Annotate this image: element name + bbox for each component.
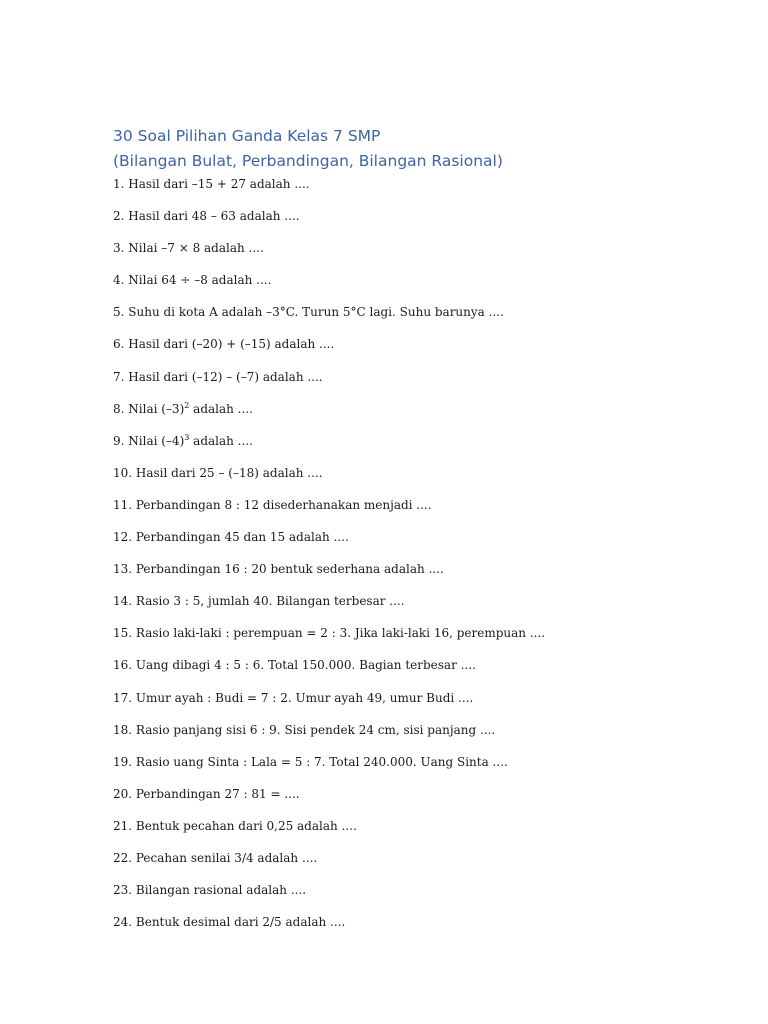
question-item <box>113 753 545 785</box>
question-text: 10. Hasil dari 25 – (–18) adalah .... <box>113 465 323 480</box>
question-item <box>113 207 545 239</box>
question-text: 21. Bentuk pecahan dari 0,25 adalah .... <box>113 818 357 833</box>
question-item <box>113 368 545 400</box>
question-item <box>113 335 545 367</box>
question-text: 18. Rasio panjang sisi 6 : 9. Sisi pendek 24 cm, sisi panjang .... <box>113 722 496 737</box>
question-text-after: adalah .... <box>189 401 253 416</box>
question-item <box>113 849 545 881</box>
title-line-2: (Bilangan Bulat, Perbandingan, Bilangan Rasional) <box>113 152 503 170</box>
question-text: 24. Bentuk desimal dari 2/5 adalah .... <box>113 915 346 930</box>
question-item <box>113 624 545 656</box>
question-item <box>113 689 545 721</box>
question-text: 16. Uang dibagi 4 : 5 : 6. Total 150.000. Bagian terbesar .... <box>113 658 476 673</box>
question-text: 17. Umur ayah : Budi = 7 : 2. Umur ayah 49, umur Budi .... <box>113 690 474 705</box>
question-text: 11. Perbandingan 8 : 12 disederhanakan menjadi .... <box>113 497 432 512</box>
question-text-before: 8. Nilai (–3) <box>113 401 185 416</box>
question-item <box>113 913 545 945</box>
question-text: 19. Rasio uang Sinta : Lala = 5 : 7. Total 240.000. Uang Sinta .... <box>113 754 508 769</box>
question-text: 1. Hasil dari –15 + 27 adalah .... <box>113 177 310 191</box>
question-item <box>113 239 545 271</box>
question-text: 20. Perbandingan 27 : 81 = .... <box>113 786 300 801</box>
question-text-before: 9. Nilai (–4) <box>113 433 185 448</box>
question-text: 15. Rasio laki-laki : perempuan = 2 : 3. Jika laki-laki 16, perempuan .... <box>113 626 546 641</box>
question-text: 22. Pecahan senilai 3/4 adalah .... <box>113 850 318 865</box>
question-item <box>113 464 545 496</box>
question-text-after: adalah .... <box>189 433 253 448</box>
question-item <box>113 432 545 464</box>
question-text: 13. Perbandingan 16 : 20 bentuk sederhana adalah .... <box>113 562 444 577</box>
title-line-1: 30 Soal Pilihan Ganda Kelas 7 SMP <box>113 127 381 145</box>
question-item <box>113 592 545 624</box>
question-item <box>113 881 545 913</box>
question-item <box>113 528 545 560</box>
question-item <box>113 656 545 688</box>
question-item <box>113 400 545 432</box>
question-item <box>113 271 545 303</box>
question-item <box>113 175 545 207</box>
question-text: 7. Hasil dari (–12) – (–7) adalah .... <box>113 369 323 384</box>
document-title <box>113 124 503 174</box>
question-text: 12. Perbandingan 45 dan 15 adalah .... <box>113 530 349 545</box>
question-text: 23. Bilangan rasional adalah .... <box>113 883 307 898</box>
exponent: 2 <box>184 400 190 410</box>
exponent: 3 <box>184 432 190 442</box>
question-list <box>113 175 545 945</box>
question-item <box>113 721 545 753</box>
question-text: 3. Nilai –7 × 8 adalah .... <box>113 241 264 256</box>
question-text: 4. Nilai 64 ÷ –8 adalah .... <box>113 273 272 288</box>
question-item <box>113 303 545 335</box>
question-item <box>113 817 545 849</box>
question-item <box>113 496 545 528</box>
question-text: 5. Suhu di kota A adalah –3°C. Turun 5°C lagi. Suhu barunya .... <box>113 305 504 320</box>
question-item <box>113 560 545 592</box>
question-text: 2. Hasil dari 48 – 63 adalah .... <box>113 209 300 224</box>
question-text: 6. Hasil dari (–20) + (–15) adalah .... <box>113 337 335 352</box>
question-text: 14. Rasio 3 : 5, jumlah 40. Bilangan terbesar .... <box>113 594 405 609</box>
question-item <box>113 785 545 817</box>
